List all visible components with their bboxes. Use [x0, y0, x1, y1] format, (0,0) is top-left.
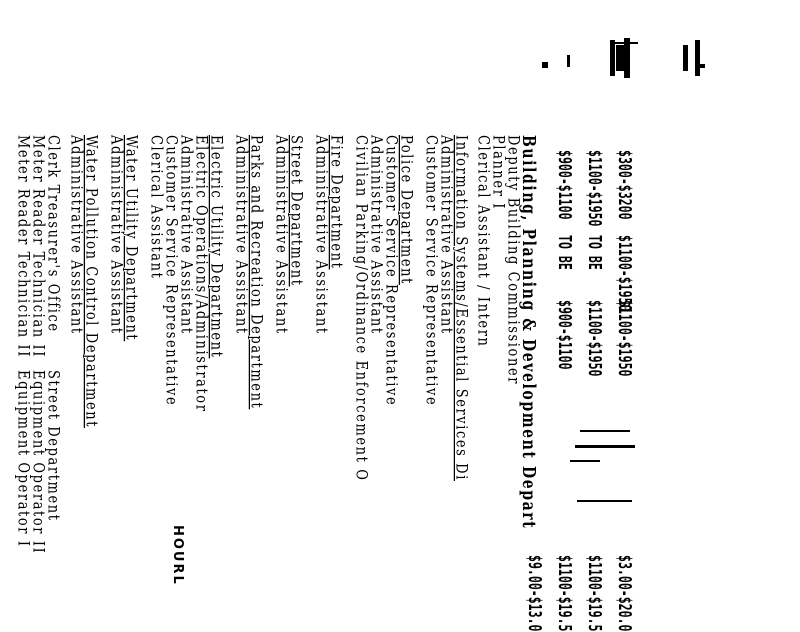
position: Administrative Assistant [436, 135, 455, 335]
position: Equipment Operator II [28, 370, 47, 555]
position: Electric Operations/Administrator [191, 135, 210, 413]
section-title: Parks and Recreation Department [246, 135, 265, 410]
pay-value: $1100-$19.5 [584, 555, 605, 632]
position: Civilian Parking/Ordinance Enforcement O [351, 135, 370, 482]
position: Street Department [43, 370, 62, 522]
section-title: Building, Planning & Development Depart [518, 135, 538, 530]
section-title: Electric Utility Department [206, 135, 225, 359]
position: Administrative Assistant [271, 135, 290, 335]
pay-value: $9.00-$13.0 [524, 555, 545, 632]
pay-value: $300-$3200 [614, 150, 635, 220]
section-title: Information Systems/Essential Services Di [451, 135, 470, 481]
position: Administrative Assistant [366, 135, 385, 335]
position: Planner I [488, 135, 507, 210]
position: Administrative Assistant [176, 135, 195, 335]
position: Administrative Assistant [311, 135, 330, 335]
pay-value: $1100-$1950 [584, 300, 605, 377]
position: Customer Service Representative [381, 135, 400, 407]
position: Administrative Assistant [106, 135, 125, 335]
position: Administrative Assistant [231, 135, 250, 335]
pay-value: $1100-$1950 [614, 300, 635, 377]
position: Administrative Assistant [66, 135, 85, 335]
section-title: Street Department [286, 135, 305, 287]
position: Equipment Operator I [13, 370, 32, 548]
position: Customer Service Representative [421, 135, 440, 407]
section-title: Water Pollution Control Department [81, 135, 100, 429]
hours-label: HOURL [170, 525, 185, 586]
pay-value: $900-$1100 [554, 150, 575, 220]
position: Meter Reader Technician II [28, 135, 47, 358]
section-title: Water Utility Department [121, 135, 140, 342]
section-title: Police Department [396, 135, 415, 285]
section-title: Fire Department [326, 135, 345, 270]
pay-value: $1100-$1950 [584, 150, 605, 227]
pay-value: $900-$1100 [554, 300, 575, 370]
position: Clerical Assistant [146, 135, 165, 280]
pay-value: $1100-$19.5 [554, 555, 575, 632]
pay-value: $3.00-$20.0 [614, 555, 635, 632]
position: Deputy Building Commissioner [503, 135, 522, 386]
position: Customer Service Representative [161, 135, 180, 407]
pay-value: $1100-$1950 [614, 235, 635, 312]
position: Clerical Assistant / Intern [473, 135, 492, 348]
position: Clerk Treasurer's Office [43, 135, 62, 333]
position: Meter Reader Technician II [13, 135, 32, 358]
pay-value: TO BE [584, 235, 605, 270]
pay-value: TO BE [554, 235, 575, 270]
